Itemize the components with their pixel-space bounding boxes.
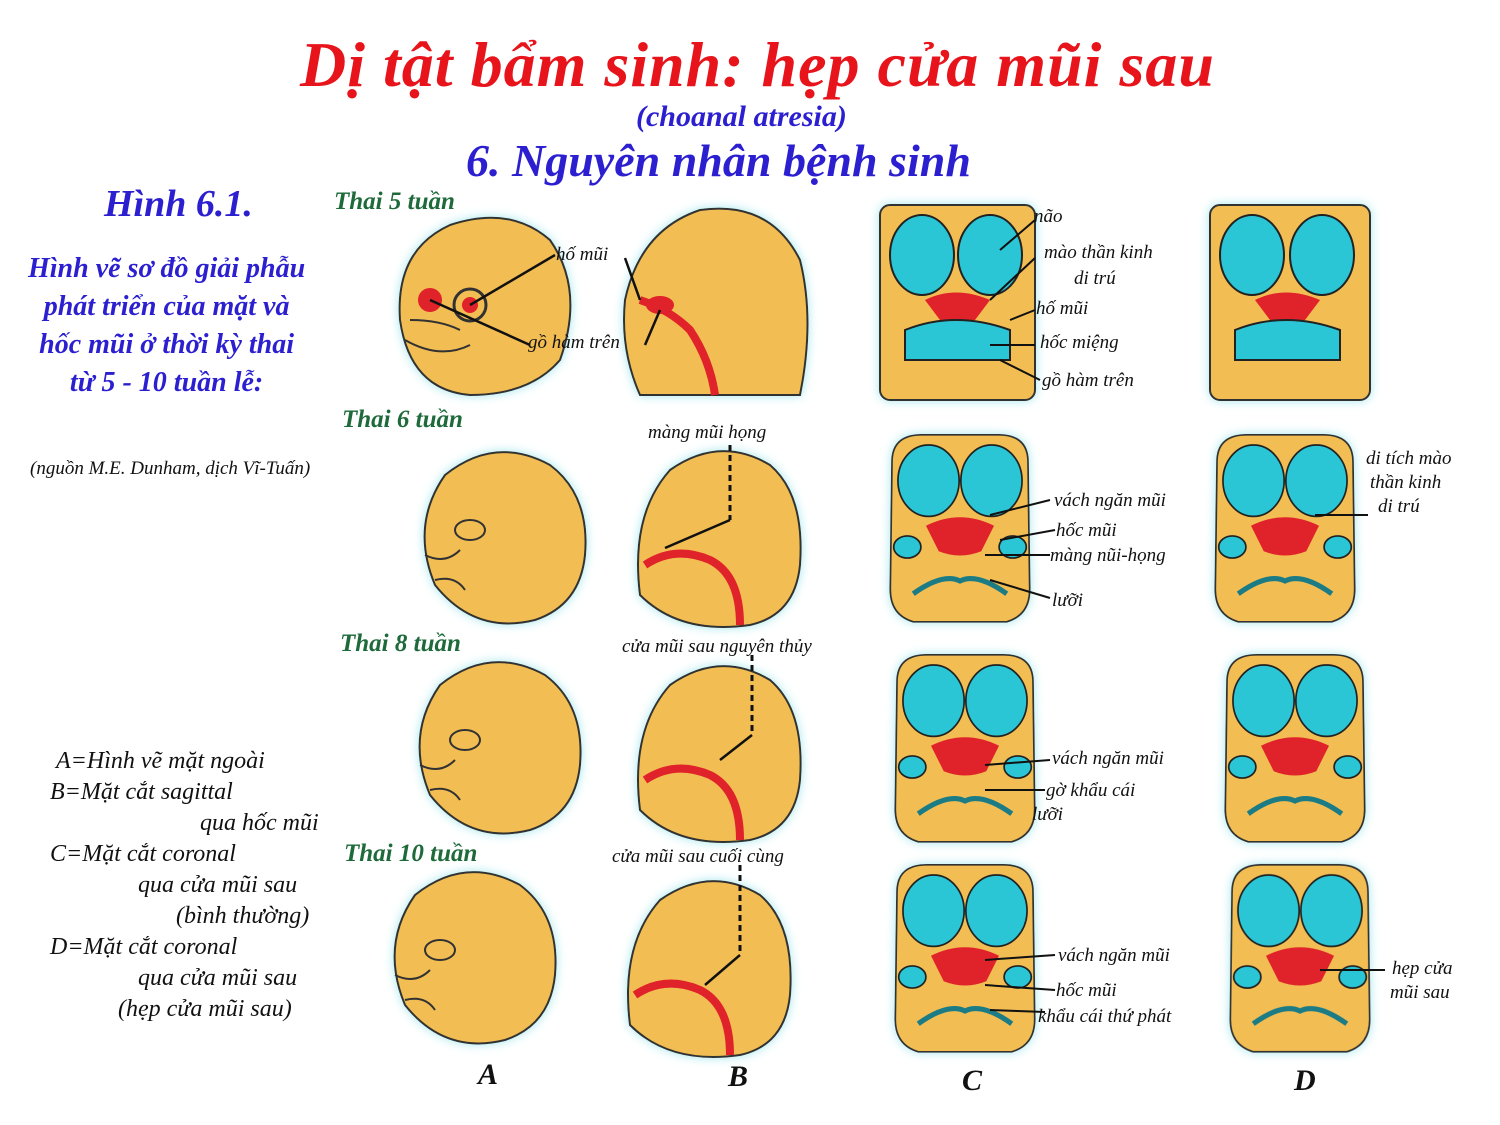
legend-d: D=Mặt cắt coronal xyxy=(50,934,238,960)
legend-b2: qua hốc mũi xyxy=(200,810,319,836)
label-ho-mui-c: hố mũi xyxy=(1036,298,1089,319)
label-vach-ngan-mui: vách ngăn mũi xyxy=(1054,490,1166,511)
desc-line: hốc mũi ở thời kỳ thai xyxy=(39,329,295,360)
figure-description xyxy=(28,250,305,402)
desc-line: phát triển của mặt và xyxy=(43,291,290,322)
label-hoc-mui: hốc mũi xyxy=(1056,520,1117,541)
label-mang-nui-hong: màng nũi-họng xyxy=(1050,545,1166,566)
label-mao-than-kinh: mào thần kinh xyxy=(1044,242,1153,263)
label-hep-cua-1: hẹp cửa xyxy=(1392,958,1453,979)
page-title: Dị tật bẩm sinh: hẹp cửa mũi sau xyxy=(300,29,1215,100)
legend-c3: (bình thường) xyxy=(176,903,310,929)
stage-label-6w: Thai 6 tuần xyxy=(342,406,463,433)
label-khau-cai-thu-phat: khẩu cái thứ phát xyxy=(1038,1006,1172,1027)
label-cua-mui-sau-cuoi-cung: cửa mũi sau cuối cùng xyxy=(612,846,784,867)
desc-line: từ 5 - 10 tuần lễ: xyxy=(69,367,264,398)
desc-line: Hình vẽ sơ đồ giải phẫu xyxy=(28,253,306,284)
figure-number: Hình 6.1. xyxy=(104,183,253,225)
label-go-ham-tren-c: gồ hàm trên xyxy=(1042,370,1134,391)
legend-b: B=Mặt cắt sagittal xyxy=(50,779,233,805)
stage-label-5w: Thai 5 tuần xyxy=(334,188,455,215)
label-hep-cua-2: mũi sau xyxy=(1390,982,1450,1003)
label-luoi: lưỡi xyxy=(1052,590,1084,611)
legend-d2: qua cửa mũi sau xyxy=(138,965,298,991)
stage-label-8w: Thai 8 tuần xyxy=(340,630,461,657)
section-heading: 6. Nguyên nhân bệnh sinh xyxy=(466,135,971,186)
label-go-khau-cai: gờ khẩu cái xyxy=(1046,780,1136,801)
label-di-tich-3: di trú xyxy=(1378,496,1420,517)
label-luoi-8: lưỡi xyxy=(1032,804,1064,825)
legend-c: C=Mặt cắt coronal xyxy=(50,841,236,867)
column-d: D xyxy=(1294,1064,1316,1097)
label-di-tich-2: thần kinh xyxy=(1370,472,1442,493)
figure-source: (nguồn M.E. Dunham, dịch Vĩ-Tuấn) xyxy=(30,458,311,479)
label-vach-ngan-mui-8: vách ngăn mũi xyxy=(1052,748,1164,769)
stage-label-10w: Thai 10 tuần xyxy=(344,840,478,867)
label-hoc-mui-10: hốc mũi xyxy=(1056,980,1117,1001)
label-nao: não xyxy=(1034,206,1063,227)
label-mang-mui-hong: màng mũi họng xyxy=(648,422,767,443)
label-ho-mui: hố mũi xyxy=(556,244,609,265)
page-subtitle: (choanal atresia) xyxy=(636,100,847,133)
column-b: B xyxy=(728,1060,749,1093)
legend-c2: qua cửa mũi sau xyxy=(138,872,298,898)
column-c: C xyxy=(962,1064,983,1097)
column-a: A xyxy=(478,1058,499,1091)
label-vach-ngan-mui-10: vách ngăn mũi xyxy=(1058,945,1170,966)
legend-d3: (hẹp cửa mũi sau) xyxy=(118,996,292,1022)
label-di-tich-1: di tích mào xyxy=(1366,448,1452,469)
label-go-ham-tren: gồ hàm trên xyxy=(528,332,620,353)
label-hoc-mieng: hốc miệng xyxy=(1040,332,1119,353)
legend-a: A=Hình vẽ mặt ngoài xyxy=(56,748,265,774)
label-di-tru: di trú xyxy=(1074,268,1116,289)
label-cua-mui-sau-nguyen-thuy: cửa mũi sau nguyên thủy xyxy=(622,636,812,657)
